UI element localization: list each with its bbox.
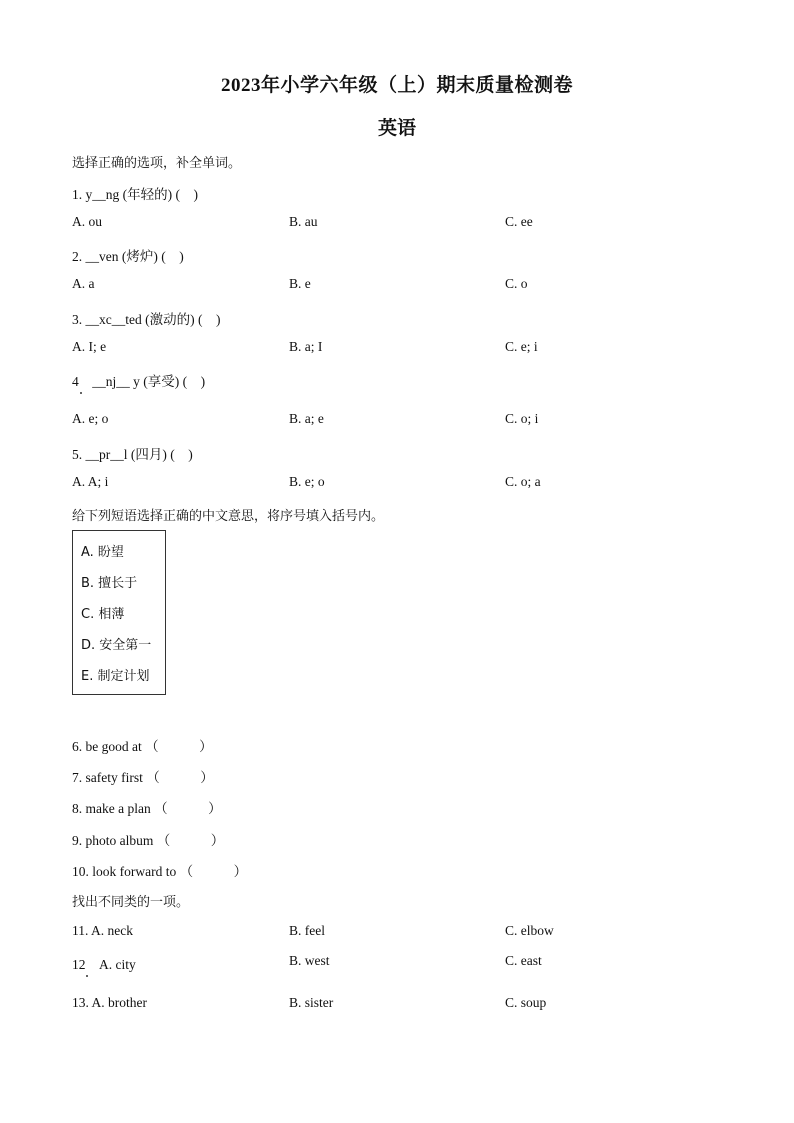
phrase-item-10: 10. look forward to （ ）	[72, 864, 248, 879]
question-13-option-c: C. soup	[505, 995, 547, 1010]
question-1-option-b: B. au	[289, 214, 318, 229]
number-dot-mark	[80, 392, 82, 394]
phrase-item-7: 7. safety first （ ）	[72, 770, 214, 785]
choices-box	[72, 530, 166, 695]
question-12-option-b: B. west	[289, 953, 330, 968]
question-4-option-a: A. e; o	[72, 411, 109, 426]
question-5-stem: 5. __pr__l (四月) ( )	[72, 447, 193, 462]
question-12-option-a: 12 A. city	[72, 957, 136, 972]
section3-instruction: 找出不同类的一项。	[72, 895, 190, 910]
question-3-option-b: B. a; I	[289, 339, 323, 354]
section2-instruction: 给下列短语选择正确的中文意思，将序号填入括号内。	[72, 509, 385, 524]
question-5-option-b: B. e; o	[289, 474, 325, 489]
question-11-option-c: C. elbow	[505, 923, 554, 938]
page-title: 2023年小学六年级（上）期末质量检测卷	[220, 75, 573, 96]
choice-a: A. 盼望	[81, 545, 124, 560]
phrase-item-8: 8. make a plan （ ）	[72, 801, 222, 816]
question-3-stem: 3. __xc__ted (激动的) ( )	[72, 312, 221, 327]
question-2-option-b: B. e	[289, 276, 311, 291]
question-4-option-c: C. o; i	[505, 411, 539, 426]
question-5-option-c: C. o; a	[505, 474, 541, 489]
question-11-option-a: 11. A. neck	[72, 923, 133, 938]
question-2-option-c: C. o	[505, 276, 528, 291]
question-2-stem: 2. __ven (烤炉) ( )	[72, 249, 184, 264]
phrase-item-6: 6. be good at （ ）	[72, 739, 213, 754]
choice-b: B. 擅长于	[81, 576, 138, 591]
question-1-stem: 1. y__ng (年轻的) ( )	[72, 187, 198, 202]
question-2-option-a: A. a	[72, 276, 95, 291]
question-3-option-a: A. I; e	[72, 339, 107, 354]
question-4-stem: 4 __nj__ y (享受) ( )	[72, 374, 206, 389]
number-dot-mark	[86, 975, 88, 977]
subject-title: 英语	[377, 118, 416, 139]
question-1-option-a: A. ou	[72, 214, 102, 229]
question-12-option-c: C. east	[505, 953, 542, 968]
question-4-option-b: B. a; e	[289, 411, 324, 426]
choice-d: D. 安全第一	[81, 638, 152, 653]
phrase-item-9: 9. photo album （ ）	[72, 833, 225, 848]
question-5-option-a: A. A; i	[72, 474, 109, 489]
choice-c: C. 相薄	[81, 607, 125, 622]
section1-instruction: 选择正确的选项，补全单词。	[72, 156, 242, 171]
choice-e: E. 制定计划	[81, 669, 150, 684]
question-13-option-a: 13. A. brother	[72, 995, 147, 1010]
question-13-option-b: B. sister	[289, 995, 334, 1010]
question-3-option-c: C. e; i	[505, 339, 538, 354]
question-1-option-c: C. ee	[505, 214, 533, 229]
question-11-option-b: B. feel	[289, 923, 325, 938]
